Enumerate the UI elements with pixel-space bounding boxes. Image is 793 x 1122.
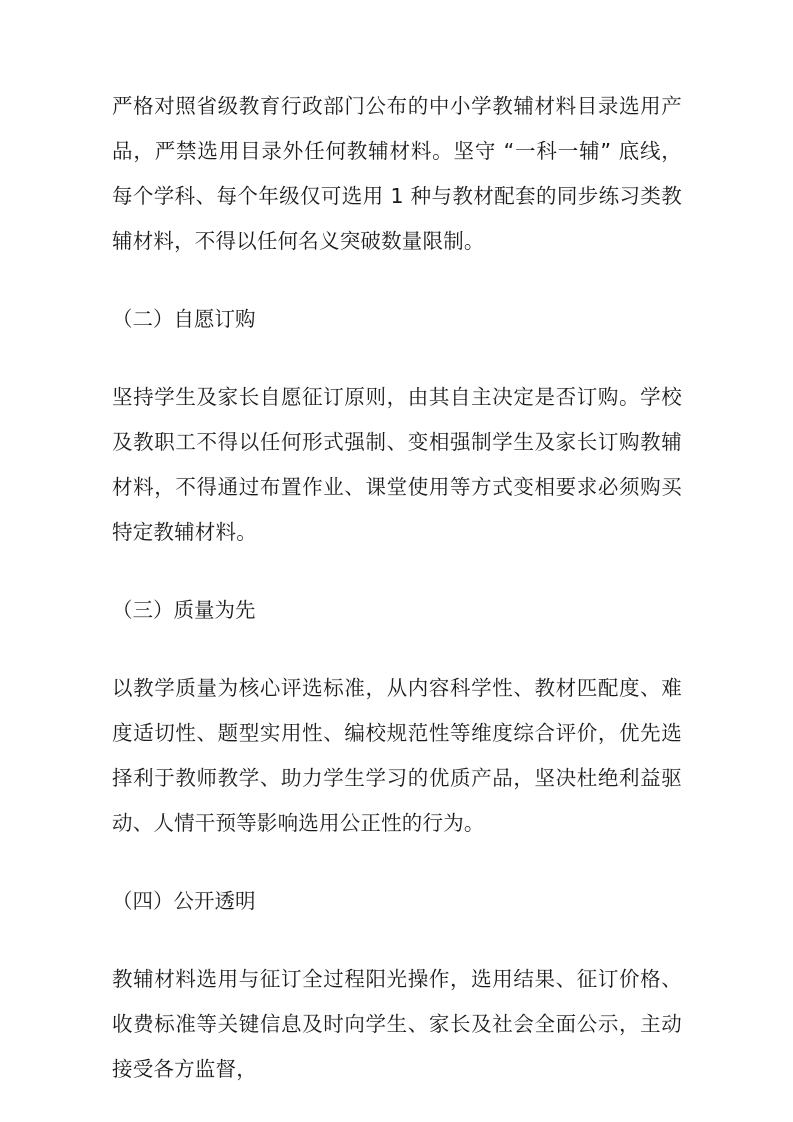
document-body: [112, 84, 682, 1092]
paragraph-voluntary-order: 坚持学生及家长自愿征订原则，由其自主决定是否订购。学校及教职工不得以任何形式强制、变相强制学生及家长订购教辅材料，不得通过布置作业、课堂使用等方式变相要求必须购买特定教辅材料。: [112, 385, 682, 544]
heading-voluntary-order: （二）自愿订购: [112, 307, 256, 331]
paragraph-selection-catalog: 严格对照省级教育行政部门公布的中小学教辅材料目录选用产品，严禁选用目录外任何教辅材料。坚守 “一科一辅” 底线，每个学科、每个年级仅可选用 1 种与教材配套的同步练习类教辅材料，不得以任何名义突破数量限制。: [112, 94, 682, 253]
heading-quality-first: （三）质量为先: [112, 598, 256, 622]
heading-open-transparent: （四）公开透明: [112, 889, 256, 913]
paragraph-quality-first: 以教学质量为核心评选标准，从内容科学性、教材匹配度、难度适切性、题型实用性、编校规范性等维度综合评价，优先选择利于教师教学、助力学生学习的优质产品，坚决杜绝利益驱动、人情干预等影响选用公正性的行为。: [112, 676, 682, 835]
paragraph-open-transparent: 教辅材料选用与征订全过程阳光操作，选用结果、征订价格、收费标准等关键信息及时向学生、家长及社会全面公示，主动接受各方监督，: [112, 967, 682, 1081]
